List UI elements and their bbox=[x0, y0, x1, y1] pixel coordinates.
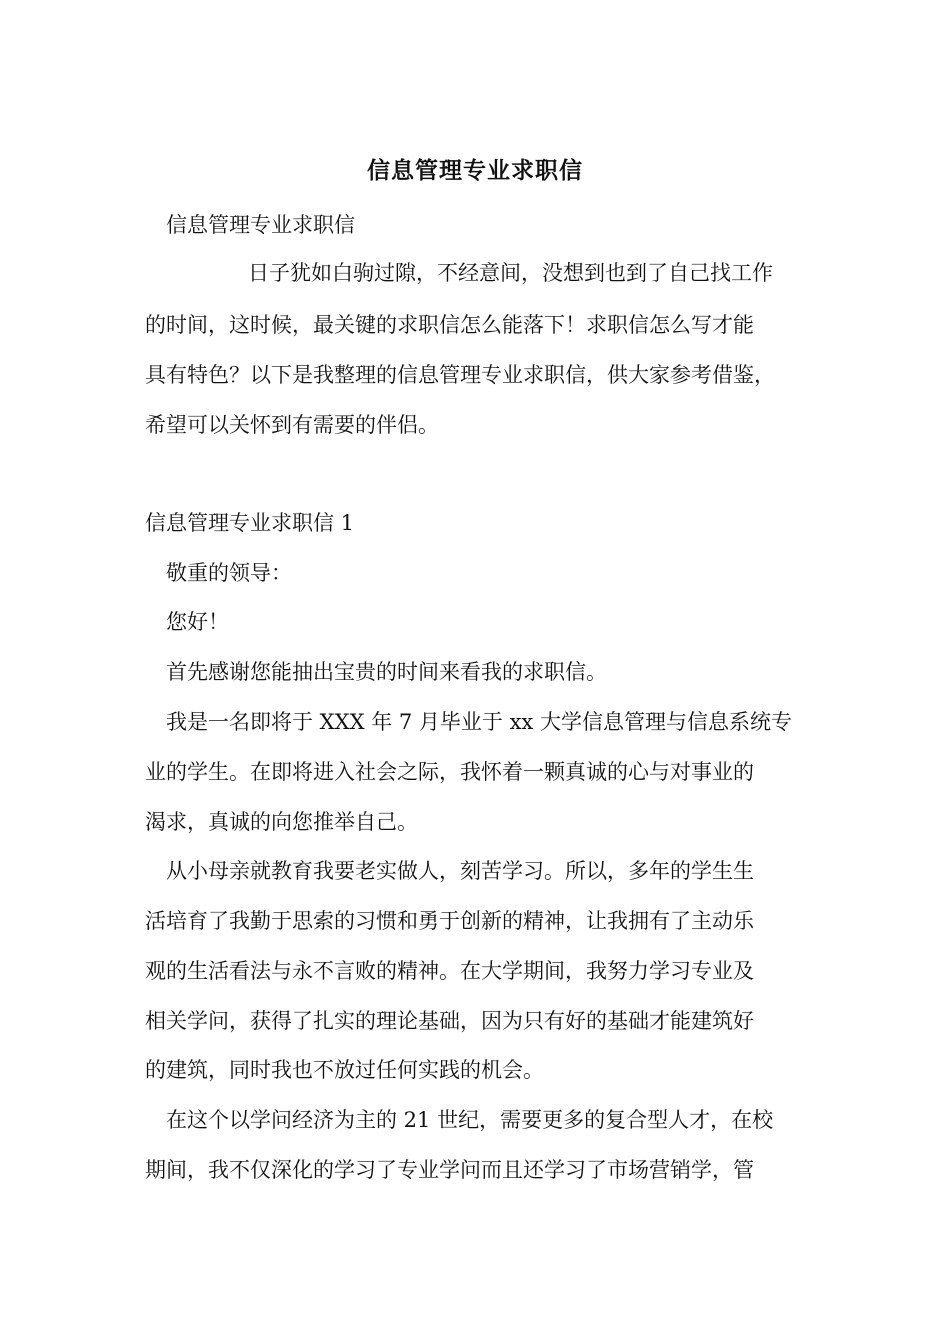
intro-subtitle: 信息管理专业求职信 bbox=[166, 213, 355, 237]
paragraph-3-line-2: 活培育了我勤于思索的习惯和勇于创新的精神，让我拥有了主动乐 bbox=[145, 909, 754, 933]
paragraph-4-line-2: 期间，我不仅深化的学习了专业学问而且还学习了市场营销学，管 bbox=[145, 1158, 754, 1182]
paragraph-1: 首先感谢您能抽出宝贵的时间来看我的求职信。 bbox=[166, 660, 607, 684]
letter-greeting: 您好！ bbox=[166, 610, 229, 634]
intro-line-1: 日子犹如白驹过隙，不经意间，没想到也到了自己找工作 bbox=[248, 261, 773, 285]
intro-line-3: 具有特色？以下是我整理的信息管理专业求职信，供大家参考借鉴， bbox=[145, 363, 775, 387]
paragraph-3-line-5: 的建筑，同时我也不放过任何实践的机会。 bbox=[145, 1058, 544, 1082]
paragraph-4-line-1: 在这个以学问经济为主的 21 世纪，需要更多的复合型人才，在校 bbox=[166, 1108, 774, 1132]
letter-heading: 信息管理专业求职信 1 bbox=[145, 511, 355, 535]
document-title: 信息管理专业求职信 bbox=[367, 157, 583, 184]
paragraph-2-line-2: 业的学生。在即将进入社会之际，我怀着一颗真诚的心与对事业的 bbox=[145, 760, 754, 784]
intro-line-4: 希望可以关怀到有需要的伴侣。 bbox=[145, 413, 439, 437]
paragraph-3-line-4: 相关学问，获得了扎实的理论基础，因为只有好的基础才能建筑好 bbox=[145, 1009, 754, 1033]
paragraph-2-line-1: 我是一名即将于 XXX 年 7 月毕业于 xx 大学信息管理与信息系统专 bbox=[166, 710, 792, 734]
paragraph-3-line-3: 观的生活看法与永不言败的精神。在大学期间，我努力学习专业及 bbox=[145, 959, 754, 983]
letter-salutation: 敬重的领导： bbox=[166, 561, 292, 585]
paragraph-3-line-1: 从小母亲就教育我要老实做人，刻苦学习。所以，多年的学生生 bbox=[166, 859, 754, 883]
paragraph-2-line-3: 渴求，真诚的向您推举自己。 bbox=[145, 810, 418, 834]
intro-line-2: 的时间，这时候，最关键的求职信怎么能落下！求职信怎么写才能 bbox=[145, 313, 754, 337]
